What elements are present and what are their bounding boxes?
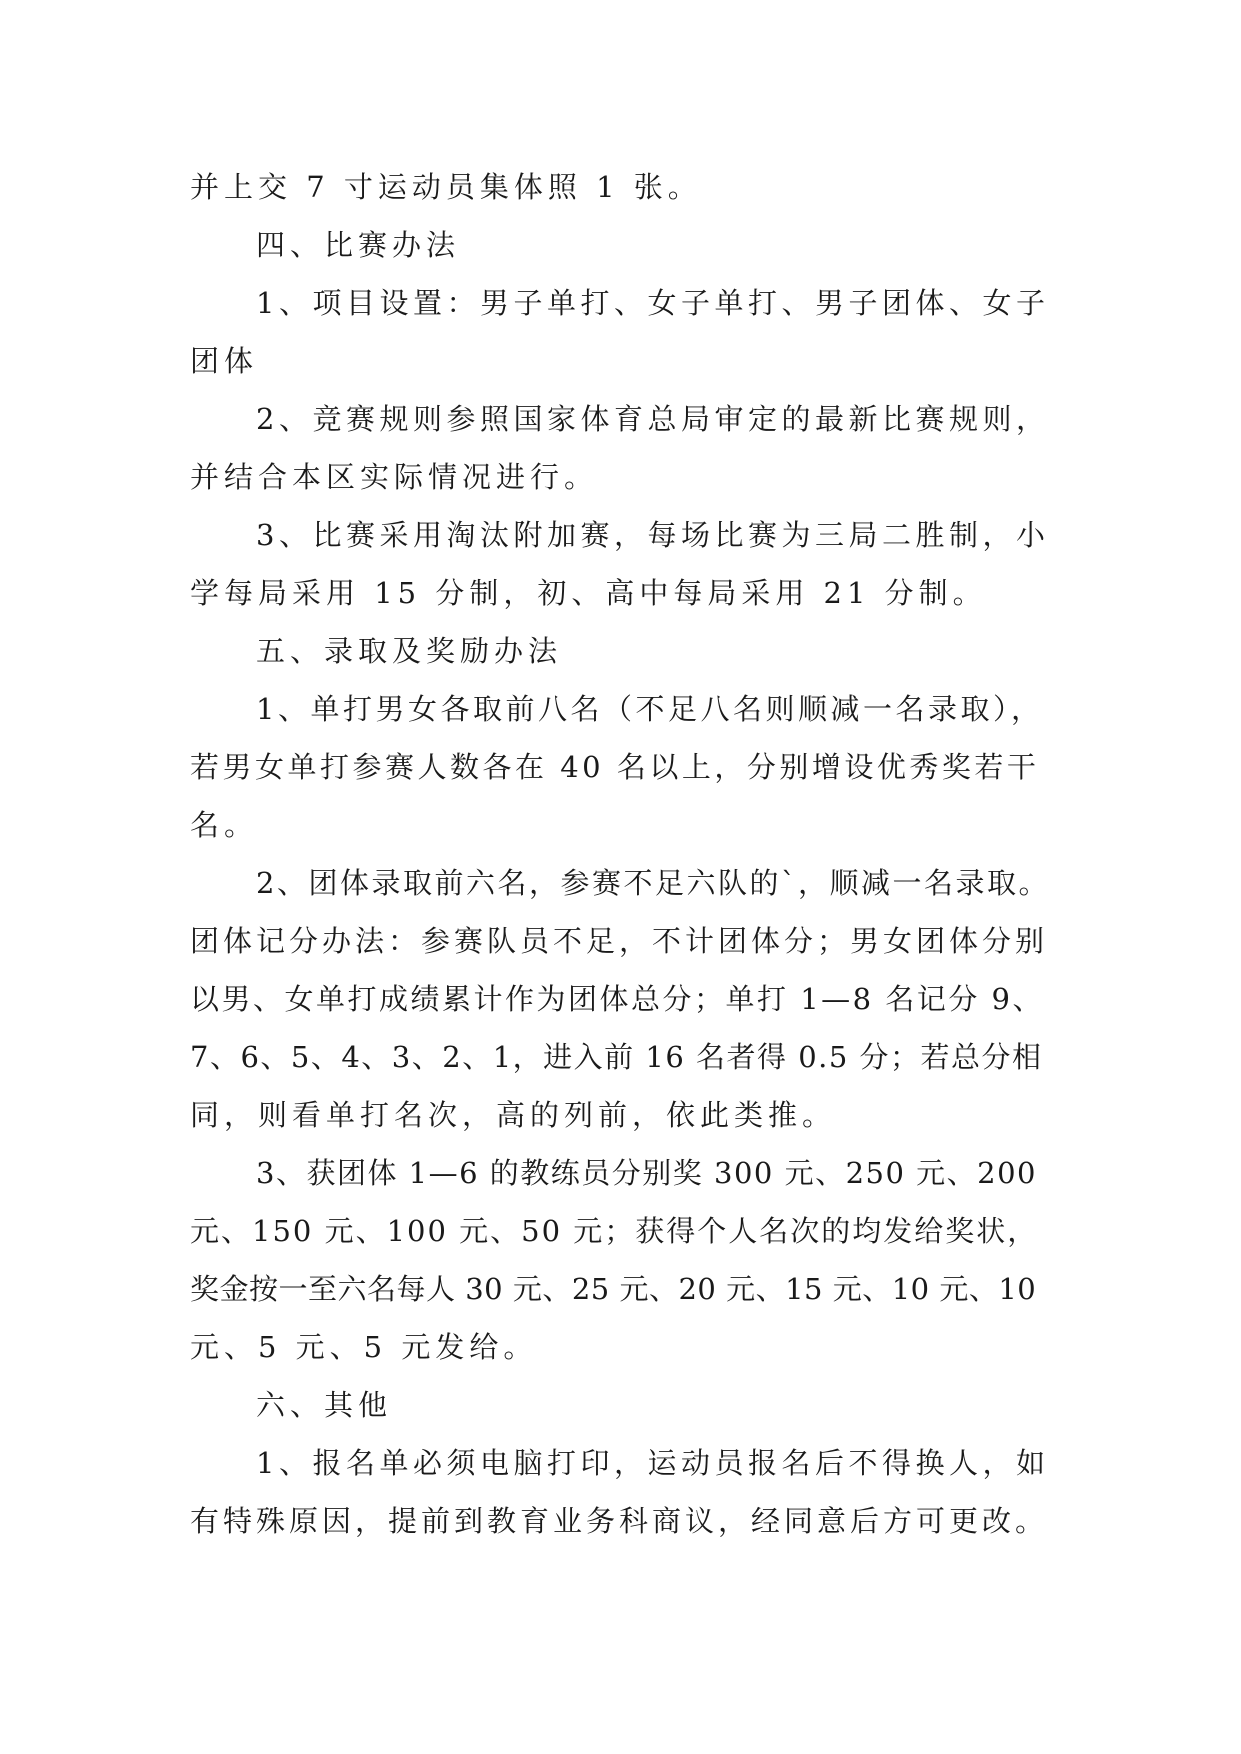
- section-heading-other: 六、其他: [256, 1388, 393, 1422]
- text-line-23: 1、报名单必须电脑打印，运动员报名后不得换人，如: [256, 1446, 1050, 1480]
- text-line-19: 元、150 元、100 元、50 元；获得个人名次的均发给奖状，: [190, 1214, 1039, 1248]
- text-line-6: 并结合本区实际情况进行。: [190, 460, 599, 494]
- text-line-18: 3、获团体 1—6 的教练员分别奖 300 元、250 元、200: [256, 1156, 1038, 1190]
- document-body: [190, 158, 1050, 1550]
- text-line-12: 名。: [190, 808, 259, 842]
- text-line-7: 3、比赛采用淘汰附加赛，每场比赛为三局二胜制，小: [256, 518, 1050, 552]
- text-line-15: 以男、女单打成绩累计作为团体总分；单打 1—8 名记分 9、: [190, 982, 1045, 1016]
- text-line-21: 元、5 元、5 元发给。: [190, 1330, 538, 1364]
- text-line-13: 2、团体录取前六名，参赛不足六队的`，顺减一名录取。: [256, 866, 1050, 900]
- text-line-8: 学每局采用 15 分制，初、高中每局采用 21 分制。: [190, 576, 987, 610]
- section-heading-awards: 五、录取及奖励办法: [256, 634, 563, 668]
- text-line-5: 2、竞赛规则参照国家体育总局审定的最新比赛规则，: [256, 402, 1050, 436]
- text-line-11: 若男女单打参赛人数各在 40 名以上，分别增设优秀奖若干: [190, 750, 1040, 784]
- text-line-24: 有特殊原因，提前到教育业务科商议，经同意后方可更改。: [190, 1504, 1049, 1538]
- text-line-10: 1、单打男女各取前八名（不足八名则顺减一名录取），: [256, 692, 1044, 726]
- section-heading-competition-method: 四、比赛办法: [256, 228, 461, 262]
- text-line-14: 团体记分办法：参赛队员不足，不计团体分；男女团体分别: [190, 924, 1049, 958]
- text-line-17: 同，则看单打名次，高的列前，依此类推。: [190, 1098, 837, 1132]
- text-line-20: 奖金按一至六名每人 30 元、25 元、20 元、15 元、10 元、10: [190, 1272, 1037, 1306]
- text-line-4: 团体: [190, 344, 259, 378]
- text-line-1: 并上交 7 寸运动员集体照 1 张。: [190, 170, 702, 204]
- text-line-16: 7、6、5、4、3、2、1，进入前 16 名者得 0.5 分；若总分相: [190, 1040, 1043, 1074]
- text-line-3: 1、项目设置：男子单打、女子单打、男子团体、女子: [256, 286, 1050, 320]
